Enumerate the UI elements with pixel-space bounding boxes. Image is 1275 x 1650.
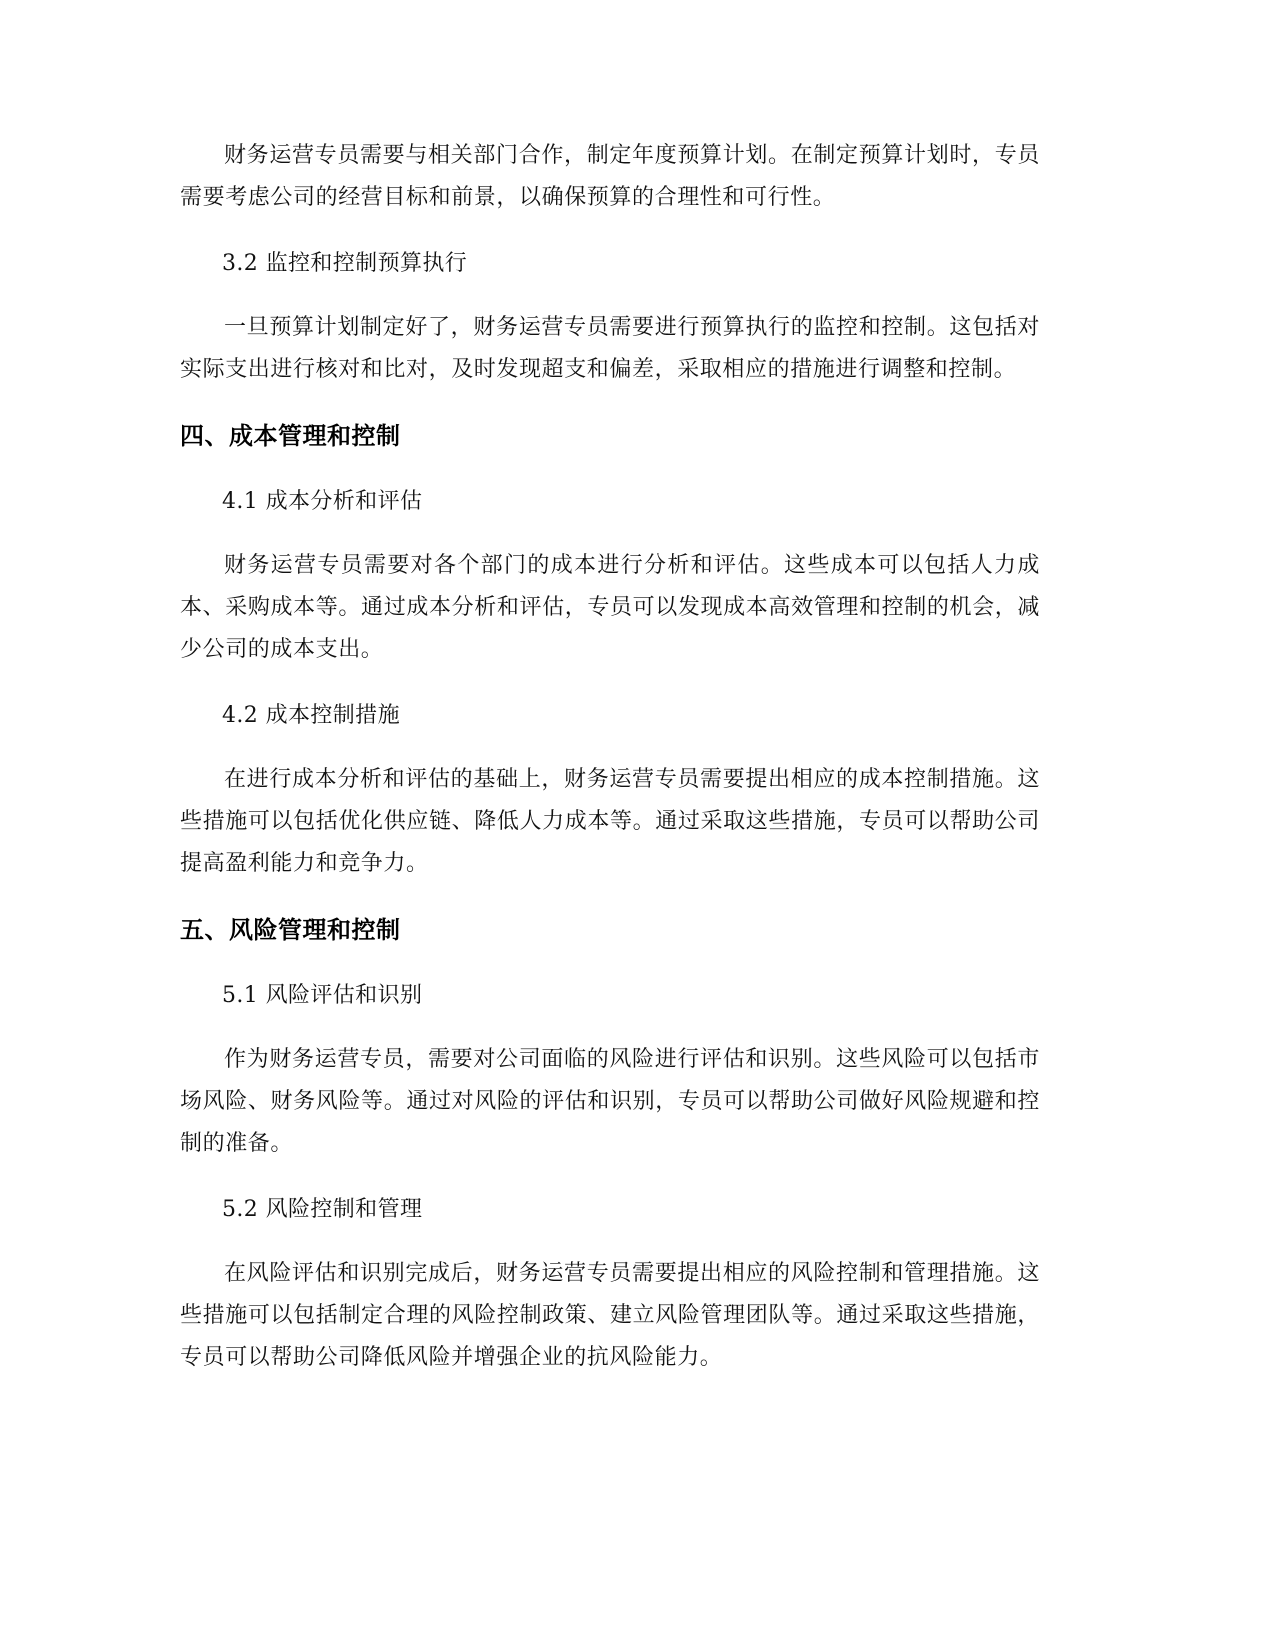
- section-heading-4: 四、成本管理和控制: [180, 422, 401, 450]
- subheading-5-1: 5.1 风险评估和识别: [222, 983, 423, 1008]
- paragraph-risk-assessment: 作为财务运营专员，需要对公司面临的风险进行评估和识别。这些风险可以包括市场风险、财务风险等。通过对风险的评估和识别，专员可以帮助公司做好风险规避和控制的准备。: [180, 1047, 1040, 1156]
- paragraph-risk-control: 在风险评估和识别完成后，财务运营专员需要提出相应的风险控制和管理措施。这些措施可以包括制定合理的风险控制政策、建立风险管理团队等。通过采取这些措施，专员可以帮助公司降低风险并增强企业的抗风险能力。: [180, 1261, 1040, 1370]
- document-content: [180, 135, 1040, 1403]
- paragraph-cost-control: 在进行成本分析和评估的基础上，财务运营专员需要提出相应的成本控制措施。这些措施可以包括优化供应链、降低人力成本等。通过采取这些措施，专员可以帮助公司提高盈利能力和竞争力。: [180, 767, 1040, 876]
- paragraph-budget-monitor: 一旦预算计划制定好了，财务运营专员需要进行预算执行的监控和控制。这包括对实际支出进行核对和比对，及时发现超支和偏差，采取相应的措施进行调整和控制。: [180, 315, 1040, 382]
- paragraph-cost-analysis: 财务运营专员需要对各个部门的成本进行分析和评估。这些成本可以包括人力成本、采购成本等。通过成本分析和评估，专员可以发现成本高效管理和控制的机会，减少公司的成本支出。: [180, 553, 1040, 662]
- subheading-4-2: 4.2 成本控制措施: [222, 703, 400, 728]
- paragraph-budget-plan: 财务运营专员需要与相关部门合作，制定年度预算计划。在制定预算计划时，专员需要考虑公司的经营目标和前景，以确保预算的合理性和可行性。: [180, 143, 1040, 210]
- subheading-3-2: 3.2 监控和控制预算执行: [222, 251, 468, 276]
- subheading-4-1: 4.1 成本分析和评估: [222, 489, 423, 514]
- section-heading-5: 五、风险管理和控制: [180, 916, 401, 944]
- subheading-5-2: 5.2 风险控制和管理: [222, 1197, 423, 1222]
